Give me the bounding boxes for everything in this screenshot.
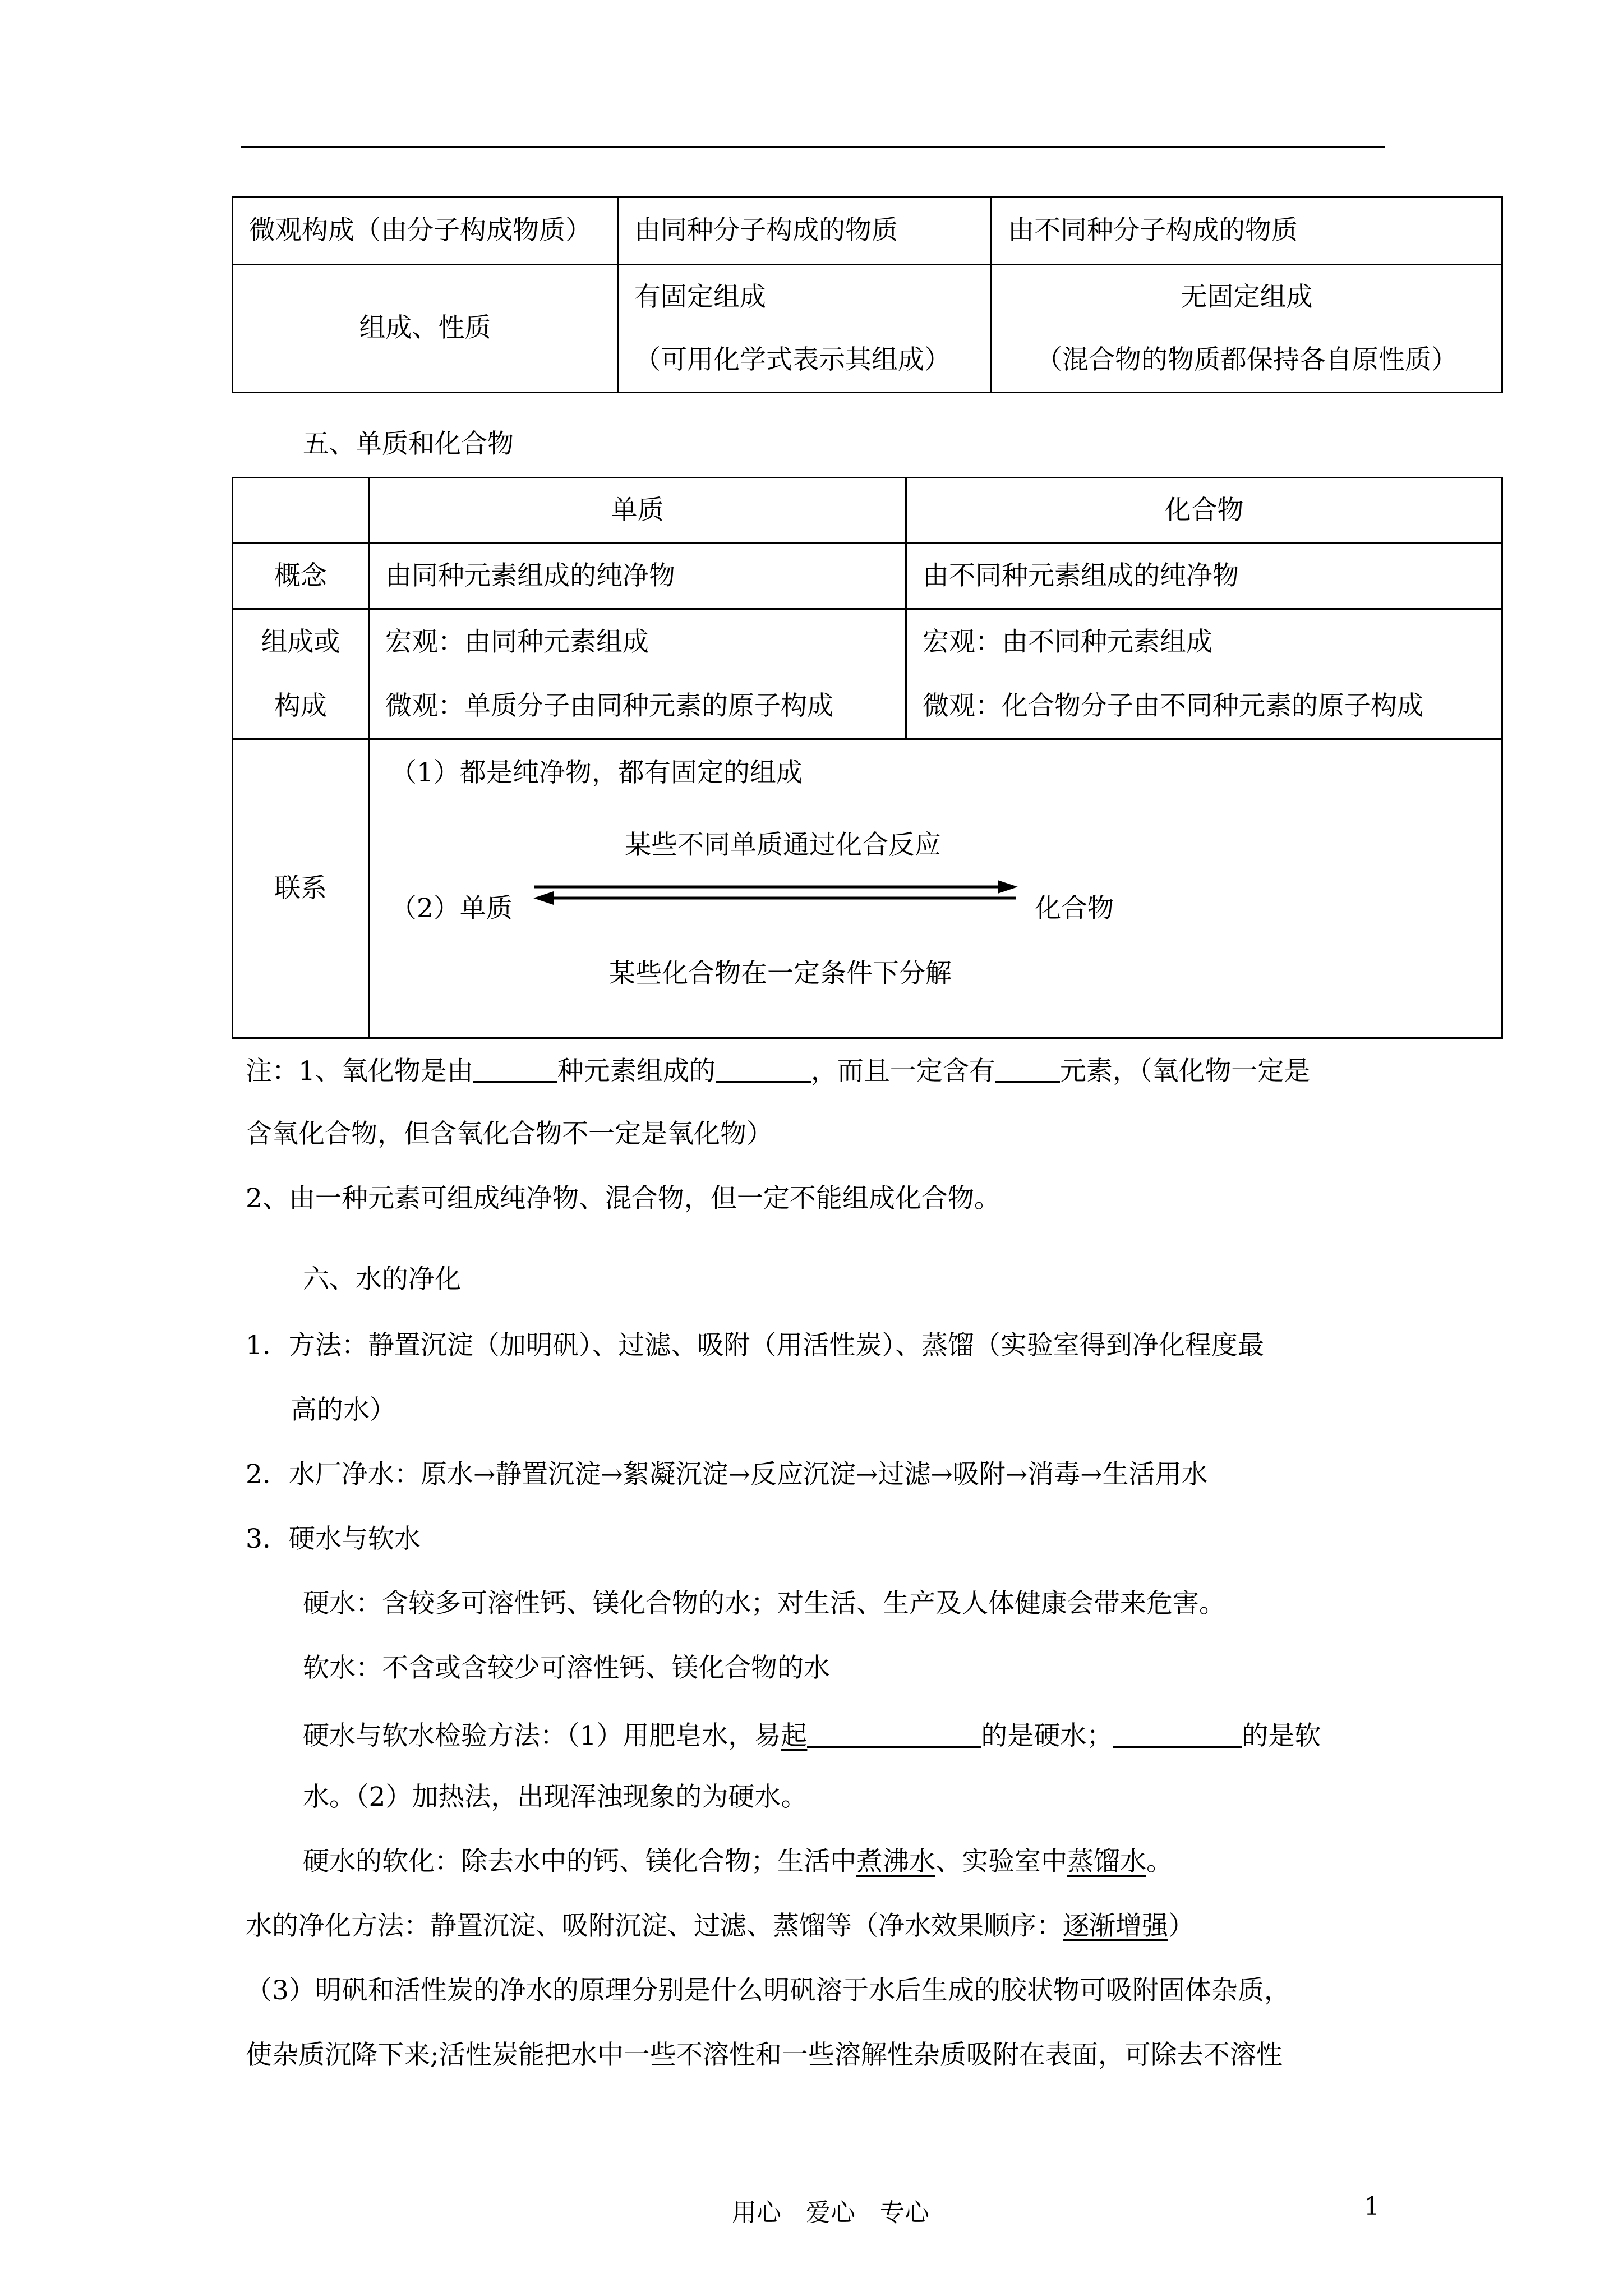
table-cell: 微观构成（由分子构成物质）	[233, 197, 618, 265]
fill-blank	[473, 1055, 557, 1083]
underlined-text: 蒸馏水	[1067, 1846, 1146, 1877]
cell-line: 构成	[274, 690, 327, 721]
text-span: 水的净化方法：静置沉淀、吸附沉淀、过滤、蒸馏等（净水效果顺序：	[246, 1911, 1063, 1941]
cell-line: 微观：单质分子由同种元素的原子构成	[385, 690, 833, 721]
note-1-line-2: 含氧化合物，但含氧化合物不一定是氧化物）	[246, 1119, 773, 1149]
note-text: 元素，（氧化物一定是	[1059, 1056, 1311, 1087]
relation-point-2-left: （2）单质	[390, 893, 513, 924]
fill-blank	[807, 1719, 981, 1748]
table-cell: 联系	[233, 739, 369, 1038]
item-1-line-2: 高的水）	[291, 1395, 396, 1425]
item-1-line-1: 1．方法：静置沉淀（加明矾）、过滤、吸附（用活性炭）、蒸馏（实验室得到净化程度最	[246, 1330, 1264, 1361]
item-2: 2．水厂净水：原水→静置沉淀→絮凝沉淀→反应沉淀→过滤→吸附→消毒→生活用水	[246, 1459, 1208, 1490]
cell-line: （混合物的物质都保持各自原性质）	[1036, 344, 1458, 375]
note-text: ，而且一定含有	[810, 1056, 995, 1087]
paragraph-3-line-1: （3）明矾和活性炭的净水的原理分别是什么明矾溶于水后生成的胶状物可吸附固体杂质，	[246, 1975, 1290, 2006]
section-title: 六、水的净化	[303, 1264, 461, 1295]
relation-point-2-right: 化合物	[1035, 893, 1114, 924]
test-method-line-2: 水。（2）加热法，出现浑浊现象的为硬水。	[303, 1782, 808, 1812]
cell-line: 有固定组成	[634, 281, 766, 312]
hard-water-def: 硬水：含较多可溶性钙、镁化合物的水；对生活、生产及人体健康会带来危害。	[303, 1588, 1225, 1619]
test-method-line-1	[303, 1719, 1321, 1749]
arrow-top-label: 某些不同单质通过化合反应	[625, 830, 941, 861]
cell-line: 组成或	[261, 626, 340, 657]
table-cell: 由同种元素组成的纯净物	[369, 544, 906, 609]
page-number: 1	[1364, 2192, 1380, 2221]
table-row	[233, 265, 1502, 393]
relation-point-1: （1）都是纯净物，都有固定的组成	[390, 757, 803, 788]
section-title: 五、单质和化合物	[303, 429, 514, 459]
comparison-table-element-vs-compound	[232, 477, 1503, 1039]
table-cell	[233, 609, 369, 739]
text-span: 的是软	[1242, 1720, 1321, 1751]
softening-line	[303, 1848, 1173, 1875]
note-2: 2、由一种元素可组成纯净物、混合物，但一定不能组成化合物。	[246, 1183, 1000, 1214]
text-span: 硬水与软水检验方法：（1）用肥皂水，易	[303, 1720, 781, 1751]
text-span: 。	[1146, 1846, 1173, 1877]
cell-line: （可用化学式表示其组成）	[634, 344, 951, 375]
note-1	[246, 1055, 1311, 1087]
table-row	[233, 478, 1502, 544]
soft-water-def: 软水：不含或含较少可溶性钙、镁化合物的水	[303, 1653, 830, 1683]
cell-line: 微观：化合物分子由不同种元素的原子构成	[923, 690, 1423, 721]
table-row	[233, 544, 1502, 609]
table-row	[233, 609, 1502, 739]
table-cell: 化合物	[906, 478, 1502, 544]
footer-motto: 用心 爱心 专心	[732, 2198, 929, 2227]
table-row	[233, 197, 1502, 265]
relation-cell	[369, 739, 1502, 1038]
cell-line: 宏观：由同种元素组成	[385, 626, 649, 657]
item-3: 3．硬水与软水	[246, 1524, 421, 1554]
underlined-text: 起	[781, 1720, 808, 1751]
header-rule	[241, 146, 1385, 148]
text-span: 、实验室中	[935, 1846, 1067, 1877]
fill-blank	[995, 1055, 1060, 1083]
double-arrow-icon	[532, 875, 1020, 914]
fill-blank	[716, 1055, 811, 1083]
text-span: 硬水的软化：除去水中的钙、镁化合物；生活中	[303, 1846, 856, 1877]
table-cell	[992, 265, 1502, 393]
table-cell: 由同种分子构成的物质	[618, 197, 992, 265]
paragraph-3-line-2: 使杂质沉降下来;活性炭能把水中一些不溶性和一些溶解性杂质吸附在表面，可除去不溶性	[246, 2040, 1283, 2070]
fill-blank	[1113, 1719, 1242, 1748]
table-cell: 概念	[233, 544, 369, 609]
table-cell	[618, 265, 992, 393]
purification-methods-line	[246, 1913, 1195, 1939]
relation-diagram	[370, 740, 1501, 1037]
underlined-text: 煮沸水	[856, 1846, 935, 1877]
table-cell: 由不同种元素组成的纯净物	[906, 544, 1502, 609]
cell-line: 无固定组成	[1181, 281, 1313, 312]
text-span: 的是硬水；	[981, 1720, 1113, 1751]
comparison-table-pure-vs-mixture	[232, 196, 1503, 393]
table-row	[233, 739, 1502, 1038]
table-cell	[906, 609, 1502, 739]
table-cell: 单质	[369, 478, 906, 544]
table-cell: 组成、性质	[233, 265, 618, 393]
table-cell	[233, 478, 369, 544]
arrow-bottom-label: 某些化合物在一定条件下分解	[609, 958, 952, 989]
table-cell: 由不同种分子构成的物质	[992, 197, 1502, 265]
note-text: 注：1、氧化物是由	[246, 1056, 473, 1087]
text-span: ）	[1168, 1911, 1195, 1941]
note-text: 种元素组成的	[557, 1056, 716, 1087]
table-cell	[369, 609, 906, 739]
underlined-text: 逐渐增强	[1063, 1911, 1168, 1941]
cell-line: 宏观：由不同种元素组成	[923, 626, 1212, 657]
